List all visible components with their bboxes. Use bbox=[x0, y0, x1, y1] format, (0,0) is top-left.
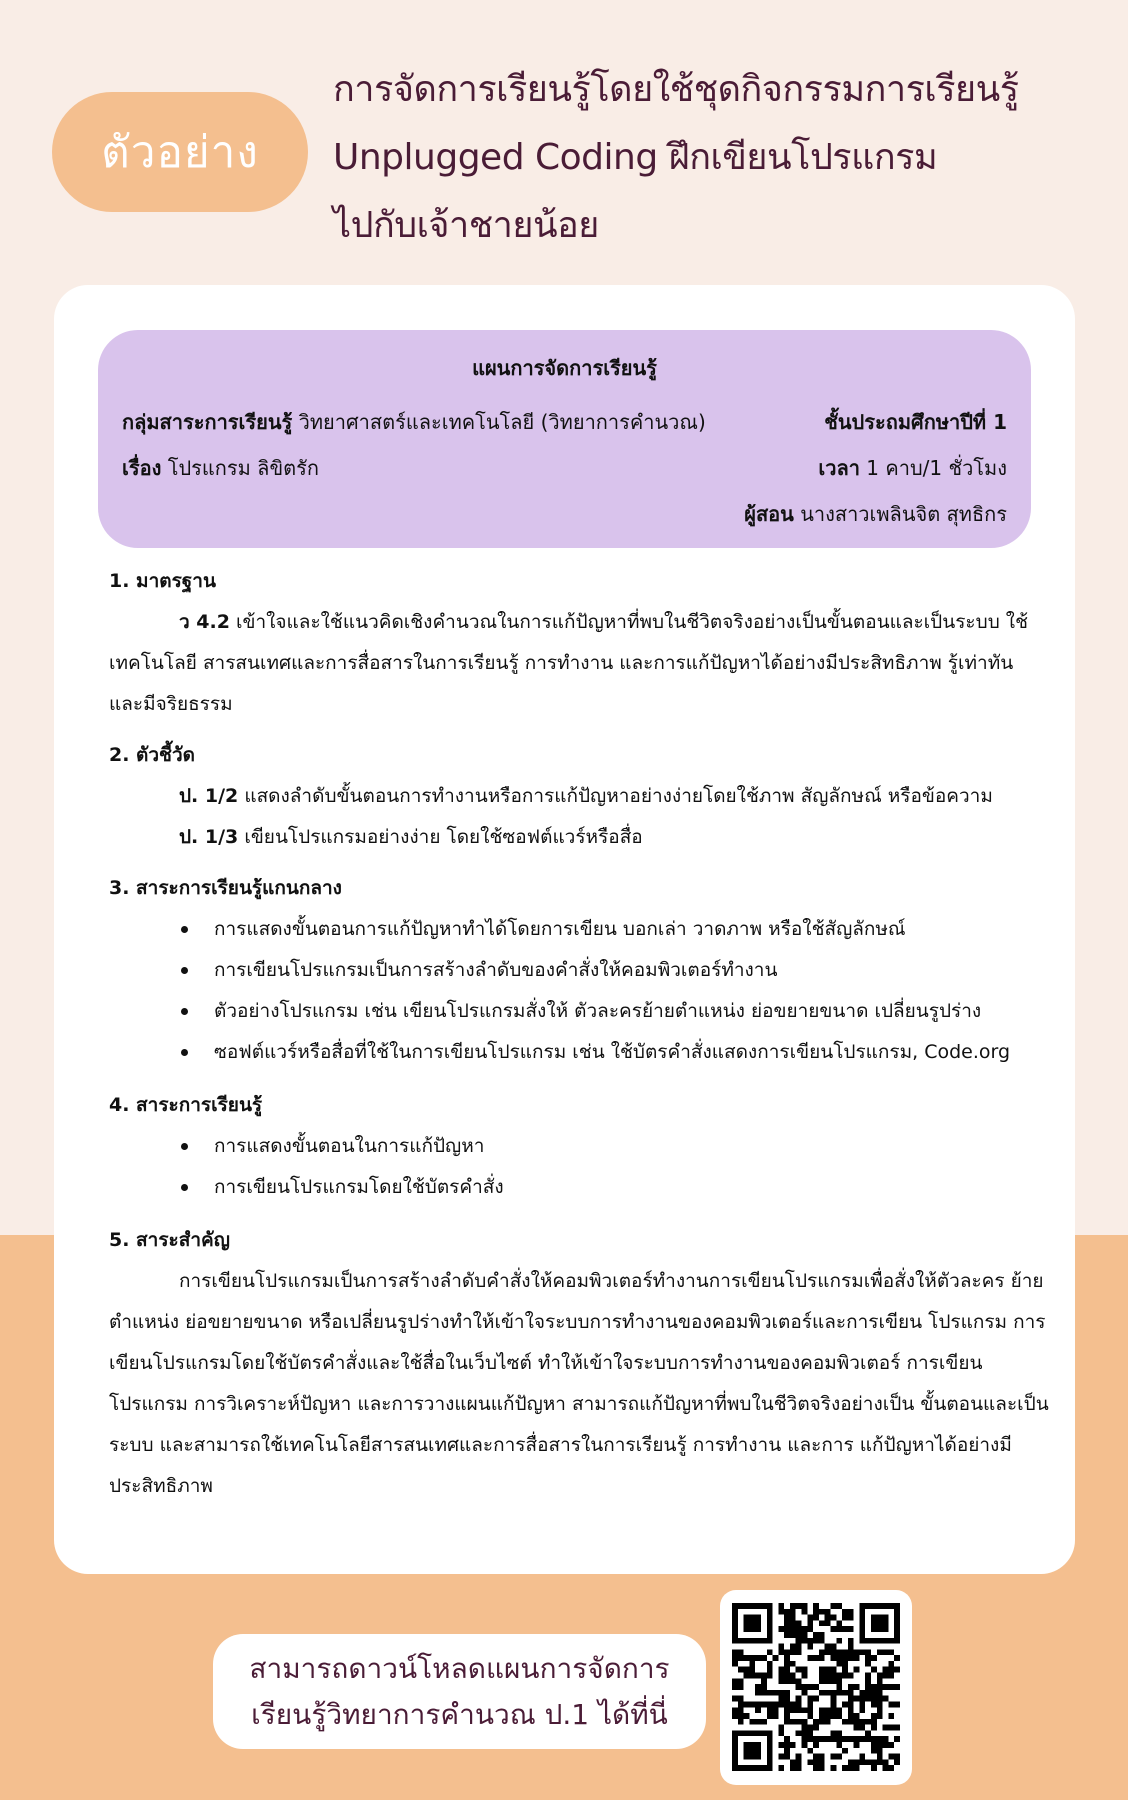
page-title bbox=[333, 56, 1123, 260]
plan-heading: แผนการจัดการเรียนรู้ bbox=[472, 356, 657, 380]
key-concept-text: การเขียนโปรแกรมเป็นการสร้างลำดับคำสั่งให้คอมพิวเตอร์ทำงานการเขียนโปรแกรมเพื่อสั่งให้ตัวละคร ย้ายตำแหน่ง ย่อขยายขนาด หรือเปลี่ยนรูปร่างทำให้เข้าใจระบบการทำงานของคอมพิวเตอร์และการเขียน โปรแกรม การเขียนโปรแกรมโดยใช้บัตรคำสั่งและใช้สื่อในเว็บไซต์ ทำให้เข้าใจระบบการทำงานของคอมพิวเตอร์ การเขียนโปรแกรม การวิเคราะห์ปัญหา และการวางแผนแก้ปัญหา สามารถแก้ปัญหาที่พบในชีวิตจริงอย่างเป็น ขั้นตอนและเป็นระบบ และสามารถใช้เทคโนโลยีสารสนเทศและการสื่อสารในการเรียนรู้ การทำงาน และการ แก้ปัญหาได้อย่างมีประสิทธิภาพ bbox=[109, 1270, 1049, 1497]
section-heading: 3. สาระการเรียนรู้แกนกลาง bbox=[109, 877, 342, 899]
section-key-concept bbox=[109, 1220, 1049, 1507]
section-heading: 5. สาระสำคัญ bbox=[109, 1229, 230, 1251]
section-indicators bbox=[109, 735, 1049, 858]
list-item: การแสดงขั้นตอนในการแก้ปัญหา bbox=[109, 1126, 1049, 1167]
time: 1 คาบ/1 ชั่วโมง bbox=[866, 456, 1007, 480]
list-item: การเขียนโปรแกรมเป็นการสร้างลำดับของคำสั่งให้คอมพิวเตอร์ทำงาน bbox=[109, 950, 1049, 991]
section-heading: 1. มาตรฐาน bbox=[109, 570, 216, 592]
grade: ชั้นประถมศึกษาปีที่ 1 bbox=[824, 410, 1007, 434]
time-label: เวลา bbox=[818, 456, 860, 480]
indicator-item bbox=[109, 776, 1049, 817]
section-standard bbox=[109, 561, 1049, 725]
title-line: Unplugged Coding ฝึกเขียนโปรแกรม bbox=[333, 137, 938, 178]
download-text: สามารถดาวน์โหลดแผนการจัดการ bbox=[249, 1652, 670, 1685]
topic-label: เรื่อง bbox=[122, 456, 162, 480]
indicator-text: เขียนโปรแกรมอย่างง่าย โดยใช้ซอฟต์แวร์หรือสื่อ bbox=[244, 826, 643, 848]
indicator-code: ป. 1/2 bbox=[179, 785, 239, 807]
teacher-label: ผู้สอน bbox=[744, 502, 794, 526]
list-item: การแสดงขั้นตอนการแก้ปัญหาทำได้โดยการเขียน บอกเล่า วาดภาพ หรือใช้สัญลักษณ์ bbox=[109, 909, 1049, 950]
indicator-item bbox=[109, 817, 1049, 858]
subject-label: กลุ่มสาระการเรียนรู้ bbox=[122, 410, 293, 434]
indicator-text: แสดงลำดับขั้นตอนการทำงานหรือการแก้ปัญหาอย่างง่ายโดยใช้ภาพ สัญลักษณ์ หรือข้อความ bbox=[244, 785, 993, 807]
section-heading: 4. สาระการเรียนรู้ bbox=[109, 1094, 263, 1116]
section-core-content bbox=[109, 868, 1049, 1073]
topic: โปรแกรม ลิขิตรัก bbox=[167, 456, 319, 480]
download-callout bbox=[213, 1634, 706, 1749]
example-badge: ตัวอย่าง bbox=[52, 92, 308, 212]
teacher: นางสาวเพลินจิต สุทธิกร bbox=[800, 502, 1007, 526]
plan-header bbox=[98, 330, 1031, 548]
section-heading: 2. ตัวชี้วัด bbox=[109, 744, 195, 766]
list-item: การเขียนโปรแกรมโดยใช้บัตรคำสั่ง bbox=[109, 1167, 1049, 1208]
list-item: ซอฟต์แวร์หรือสื่อที่ใช้ในการเขียนโปรแกรม เช่น ใช้บัตรคำสั่งแสดงการเขียนโปรแกรม, Code.org bbox=[109, 1032, 1049, 1073]
download-text: เรียนรู้วิทยาการคำนวณ ป.1 ได้ที่นี่ bbox=[251, 1698, 668, 1731]
qr-code-icon bbox=[732, 1602, 900, 1772]
qr-code[interactable] bbox=[720, 1590, 912, 1785]
list-item: ตัวอย่างโปรแกรม เช่น เขียนโปรแกรมสั่งให้ ตัวละครย้ายตำแหน่ง ย่อขยายขนาด เปลี่ยนรูปร่าง bbox=[109, 991, 1049, 1032]
standard-text: เข้าใจและใช้แนวคิดเชิงคำนวณในการแก้ปัญหาที่พบในชีวิตจริงอย่างเป็นขั้นตอนและเป็นระบบ ใช้เทคโนโลยี สารสนเทศและการสื่อสารในการเรียนรู้ การทำงาน และการแก้ปัญหาได้อย่างมีประสิทธิภาพ รู้เท่าทัน และมีจริยธรรม bbox=[109, 611, 1028, 715]
title-line: การจัดการเรียนรู้โดยใช้ชุดกิจกรรมการเรียนรู้ bbox=[333, 69, 1019, 110]
title-line: ไปกับเจ้าชายน้อย bbox=[333, 205, 599, 246]
subject: วิทยาศาสตร์และเทคโนโลยี (วิทยาการคำนวณ) bbox=[298, 410, 706, 434]
indicator-code: ป. 1/3 bbox=[179, 826, 239, 848]
standard-code: ว 4.2 bbox=[179, 611, 230, 633]
section-learning-content bbox=[109, 1085, 1049, 1208]
lesson-plan-card bbox=[54, 285, 1075, 1574]
